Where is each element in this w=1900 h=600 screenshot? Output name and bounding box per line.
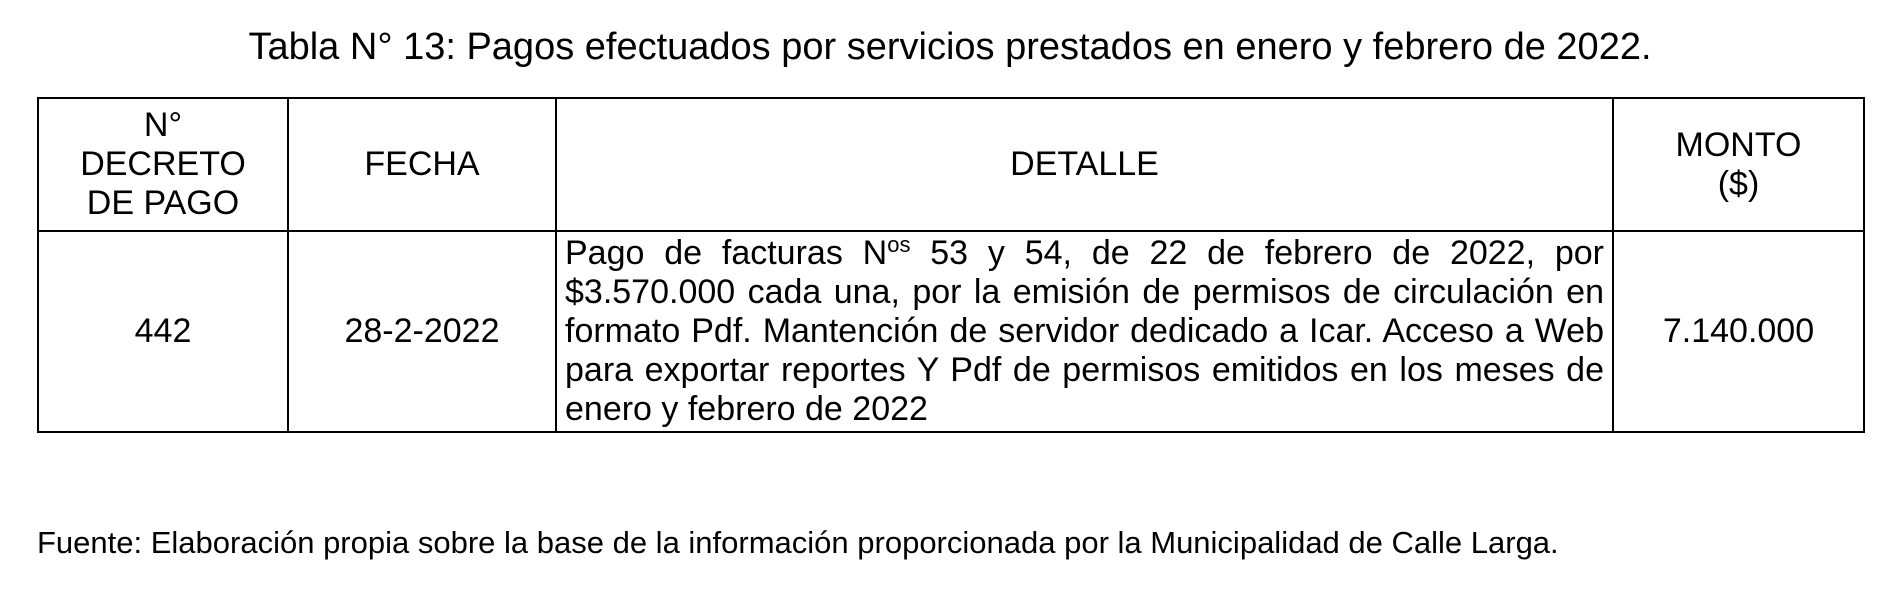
header-decreto-line-3: DE PAGO (86, 184, 240, 222)
header-decreto-line-1: N° (143, 106, 183, 144)
cell-detalle (556, 231, 1613, 432)
source-note: Fuente: Elaboración propia sobre la base de la información proporcionada por la Municipalidad de Calle Larga. (37, 525, 1559, 560)
detalle-prefix: Pago de facturas N (565, 234, 888, 272)
header-fecha: FECHA (288, 98, 556, 231)
detalle-text (565, 234, 1604, 428)
cell-monto: 7.140.000 (1613, 231, 1864, 432)
header-monto-line-1: MONTO (1675, 125, 1802, 164)
header-monto-line-2: ($) (1717, 164, 1760, 203)
cell-fecha: 28-2-2022 (288, 231, 556, 432)
cell-decreto: 442 (38, 231, 288, 432)
header-monto (1613, 98, 1864, 231)
payments-table (37, 97, 1865, 433)
detalle-rest: 53 y 54, de 22 de febrero de 2022, por $3.570.000 cada una, por la emisión de permisos de circulación en formato Pdf. Mantención de servidor dedicado a Icar. Acceso a Web para exportar reportes Y Pdf de permisos emitidos en los meses de enero y febrero de 2022 (565, 234, 1604, 428)
header-detalle: DETALLE (556, 98, 1613, 231)
header-decreto-line-2: DECRETO (80, 145, 246, 183)
header-decreto (38, 98, 288, 231)
detalle-superscript: os (887, 232, 911, 257)
table-row (38, 231, 1864, 432)
table-caption: Tabla N° 13: Pagos efectuados por servicios prestados en enero y febrero de 2022. (248, 26, 1652, 68)
header-row (38, 98, 1864, 231)
